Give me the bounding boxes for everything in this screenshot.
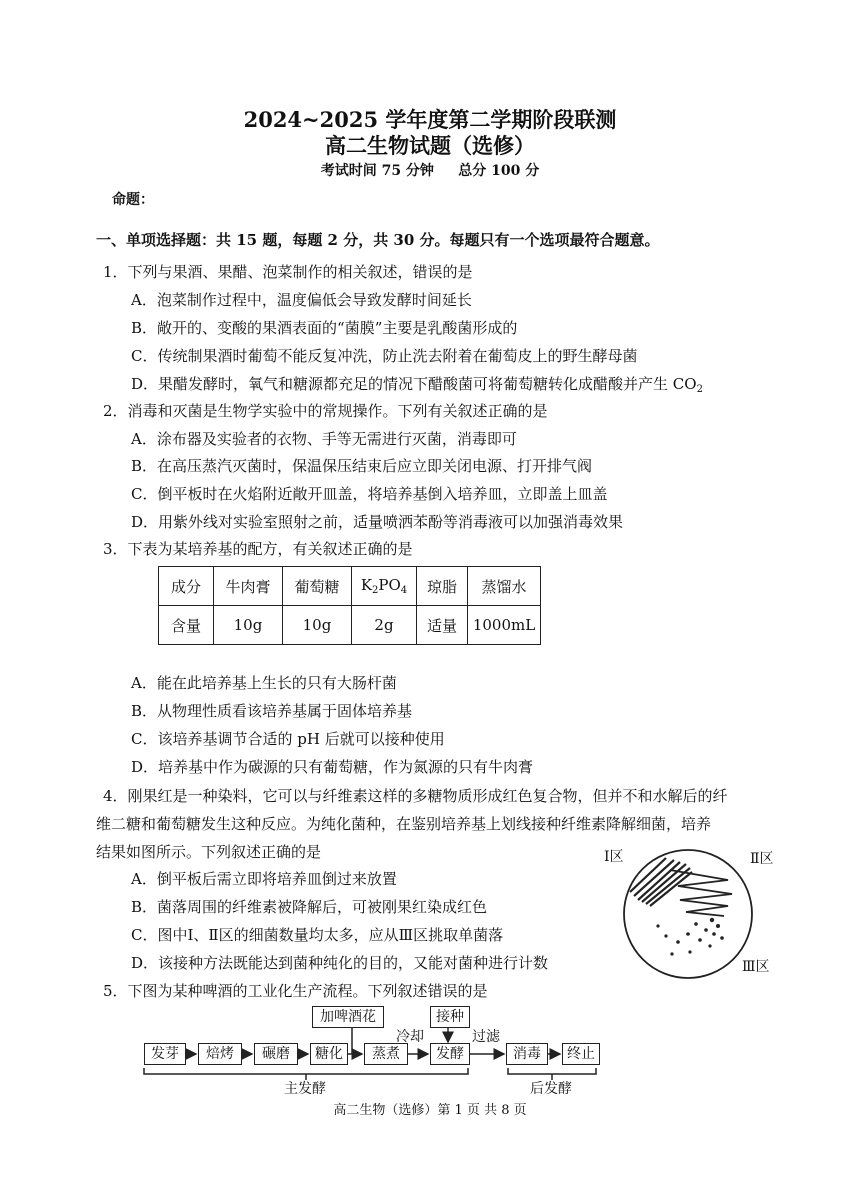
q2-option-b: B．在高压蒸汽灭菌时，保温保压结束后应立即关闭电源、打开排气阀 — [131, 457, 593, 475]
q4-stem-line2: 维二糖和葡萄糖发生这种反应。为纯化菌种，在鉴别培养基上划线接种纤维素降解细菌，培养 — [96, 815, 712, 833]
table-cell: 成分 — [159, 567, 214, 606]
q4-stem-line3: 结果如图所示。下列叙述正确的是 — [96, 843, 322, 861]
table-cell: 含量 — [159, 606, 214, 645]
q3-option-b: B．从物理性质看该培养基属于固体培养基 — [131, 702, 413, 720]
flow-step: 蒸煮 — [364, 1043, 408, 1065]
table-cell: 牛肉膏 — [214, 567, 283, 606]
q4-option-b: B．菌落周围的纤维素被降解后，可被刚果红染成红色 — [131, 898, 488, 916]
q4-option-d: D．该接种方法既能达到菌种纯化的目的，又能对菌种进行计数 — [131, 954, 549, 972]
q4-option-c: C．图中Ⅰ、Ⅱ区的细菌数量均太多，应从Ⅲ区挑取单菌落 — [131, 926, 504, 944]
flow-step: 发酵 — [430, 1043, 470, 1065]
table-cell: 1000mL — [468, 606, 541, 645]
exam-title-line2: 高二生物试题（选修） — [325, 133, 535, 158]
table-cell: 10g — [283, 606, 352, 645]
q3-option-d: D．培养基中作为碳源的只有葡萄糖，作为氮源的只有牛肉膏 — [131, 758, 534, 776]
flow-step: 碾磨 — [254, 1043, 298, 1065]
page-footer: 高二生物（选修）第 1 页 共 8 页 — [333, 1103, 527, 1118]
table-row — [159, 606, 541, 645]
beer-production-flowchart — [140, 1006, 600, 1096]
flow-main-ferment-label: 主发酵 — [284, 1081, 326, 1097]
table-cell: 2g — [352, 606, 417, 645]
q3-stem: 3．下表为某培养基的配方，有关叙述正确的是 — [103, 540, 413, 558]
flow-step: 终止 — [562, 1043, 600, 1065]
table-row — [159, 567, 541, 606]
flow-post-ferment-label: 后发酵 — [530, 1081, 572, 1097]
q4-option-a: A．倒平板后需立即将培养皿倒过来放置 — [131, 870, 397, 888]
exam-title-line1: 2024~2025 学年度第二学期阶段联测 — [243, 107, 617, 132]
flow-cool-label: 冷却 — [396, 1029, 424, 1045]
author-label: 命题： — [112, 192, 154, 208]
q1-option-a: A．泡菜制作过程中，温度偏低会导致发酵时间延长 — [131, 291, 472, 309]
table-cell: 葡萄糖 — [283, 567, 352, 606]
q2-option-d: D．用紫外线对实验室照射之前，适量喷洒苯酚等消毒液可以加强消毒效果 — [131, 513, 624, 531]
zone-3-label: Ⅲ区 — [742, 959, 770, 975]
q1-option-b: B．敞开的、变酸的果酒表面的“菌膜”主要是乳酸菌形成的 — [131, 319, 518, 337]
table-cell: $K_2PO_4$ — [352, 567, 417, 606]
table-cell: 琼脂 — [417, 567, 468, 606]
flow-step: 糖化 — [310, 1043, 348, 1065]
q1-option-c: C．传统制果酒时葡萄不能反复冲洗，防止洗去附着在葡萄皮上的野生酵母菌 — [131, 347, 638, 365]
q2-option-a: A．涂布器及实验者的衣物、手等无需进行灭菌，消毒即可 — [131, 430, 517, 448]
q1-option-d: D．果醋发酵时，氧气和糖源都充足的情况下醋酸菌可将葡萄糖转化成醋酸并产生 $CO_2$ — [131, 375, 703, 395]
q3-option-a: A．能在此培养基上生长的只有大肠杆菌 — [131, 674, 397, 692]
q2-stem: 2．消毒和灭菌是生物学实验中的常规操作。下列有关叙述正确的是 — [103, 402, 548, 420]
zone-2-label: Ⅱ区 — [750, 851, 774, 867]
section-heading: 一、单项选择题：共 15 题，每题 2 分，共 30 分。每题只有一个选项最符合题意。 — [96, 231, 660, 249]
flow-step: 消毒 — [506, 1043, 548, 1065]
q1-stem: 1．下列与果酒、果醋、泡菜制作的相关叙述，错误的是 — [103, 263, 473, 281]
zone-1-label: Ⅰ区 — [604, 849, 624, 865]
flow-step: 发芽 — [144, 1043, 186, 1065]
q2-option-c: C．倒平板时在火焰附近敞开皿盖，将培养基倒入培养皿，立即盖上皿盖 — [131, 485, 608, 503]
q3-option-c: C．该培养基调节合适的 pH 后就可以接种使用 — [131, 730, 445, 748]
flow-inoculate-box: 接种 — [430, 1006, 470, 1028]
flow-step: 焙烤 — [198, 1043, 242, 1065]
exam-info: 考试时间 75 分钟 总分 100 分 — [320, 163, 540, 179]
q4-stem-line1: 4．刚果红是一种染料，它可以与纤维素这样的多糖物质形成红色复合物，但并不和水解后的纤 — [103, 787, 728, 805]
table-cell: 10g — [214, 606, 283, 645]
table-cell: 适量 — [417, 606, 468, 645]
flow-hops-box: 加啤酒花 — [312, 1006, 384, 1028]
table-cell: 蒸馏水 — [468, 567, 541, 606]
media-formula-table — [158, 566, 541, 645]
flow-filter-label: 过滤 — [472, 1029, 500, 1045]
q5-stem: 5．下图为某种啤酒的工业化生产流程。下列叙述错误的是 — [103, 982, 488, 1000]
